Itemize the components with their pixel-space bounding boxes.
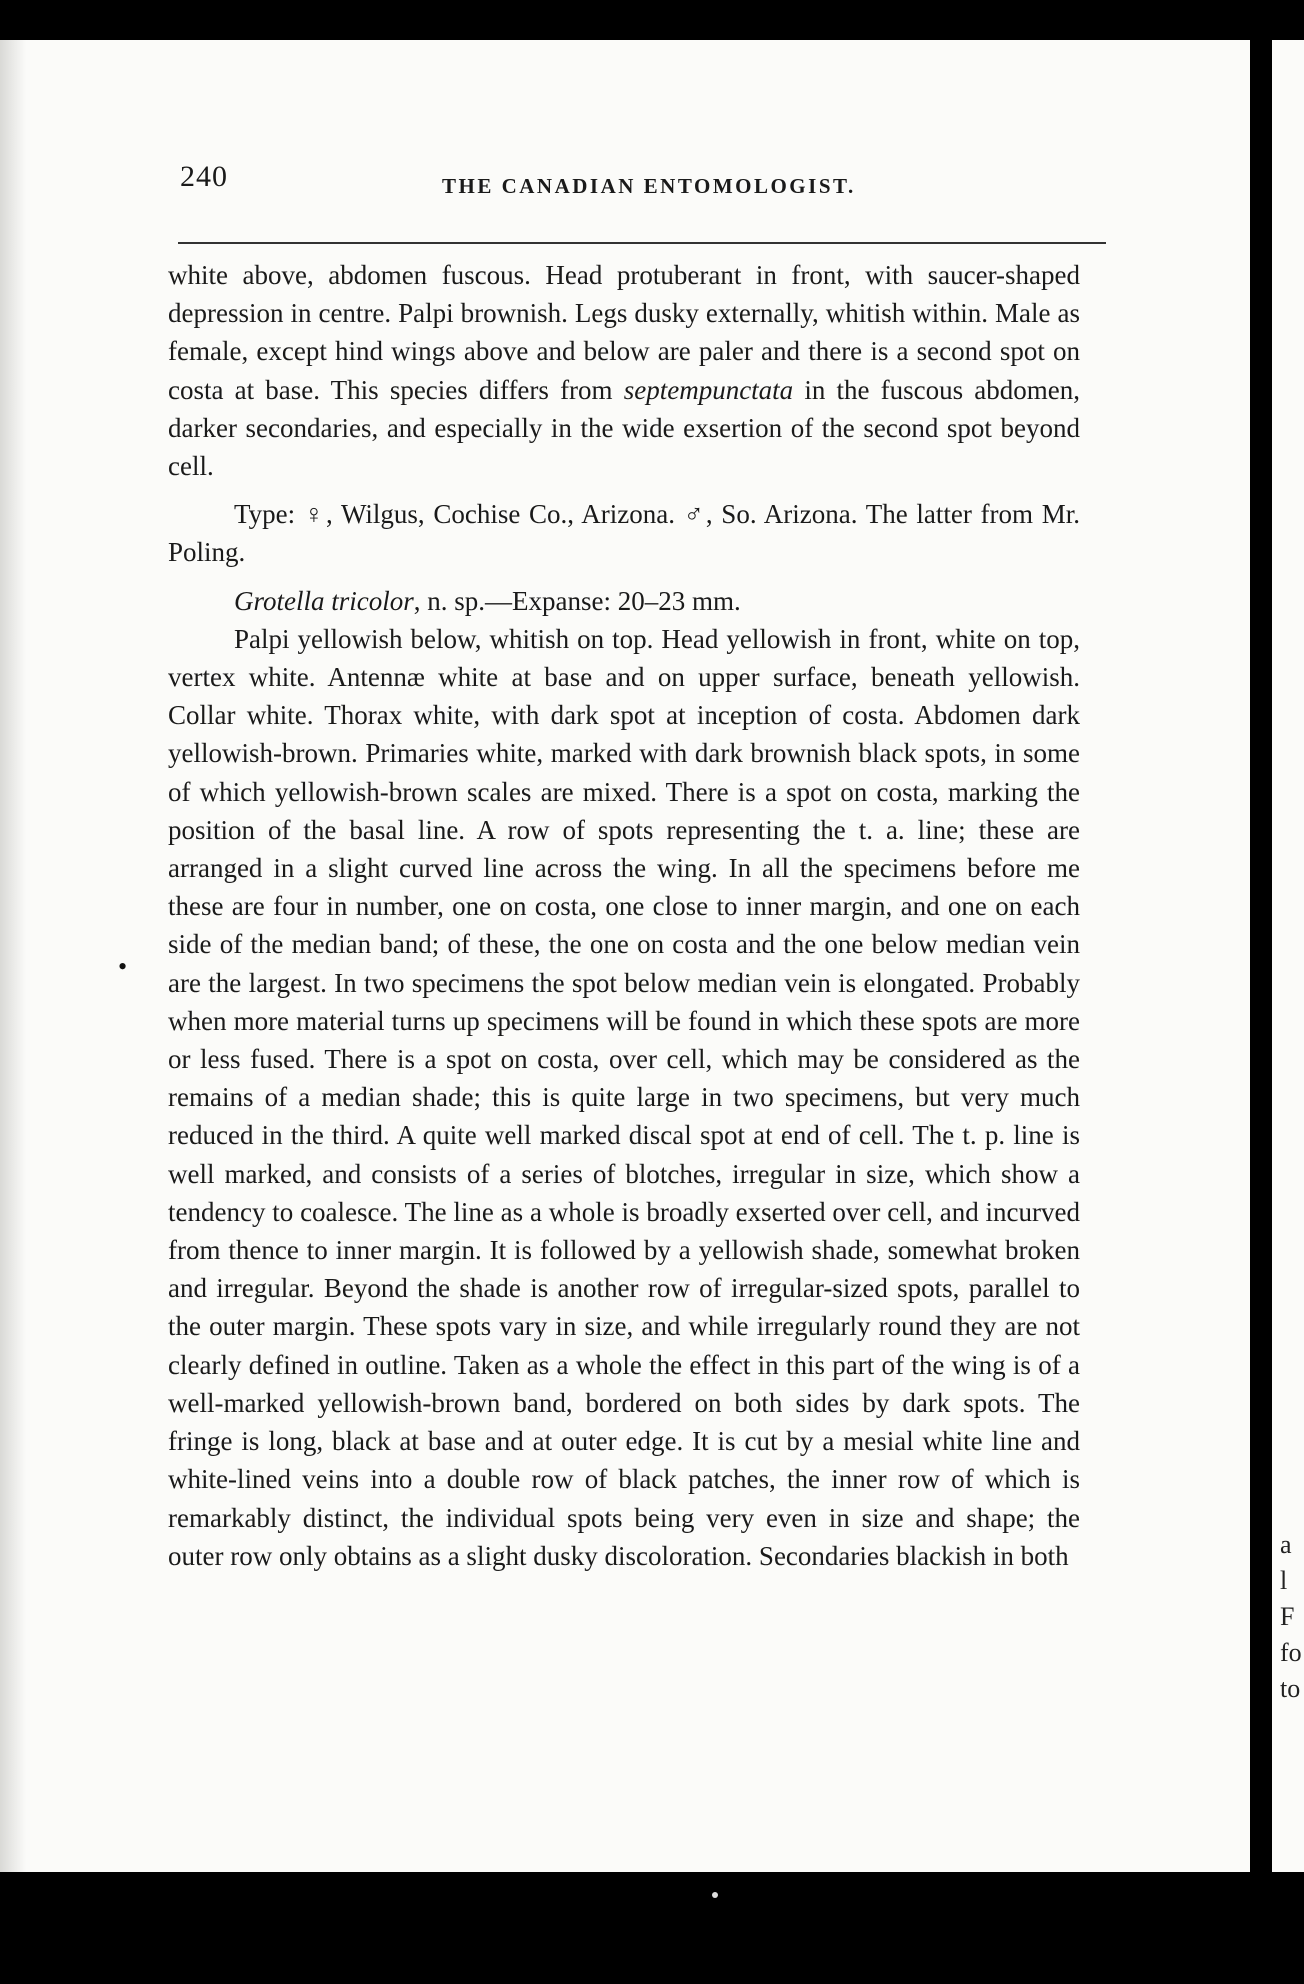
type-paragraph: Type: ♀, Wilgus, Cochise Co., Arizona. ♂, So. Arizona. The latter from Mr. Poling. xyxy=(168,499,1080,568)
top-black-border xyxy=(0,0,1304,40)
adjacent-page-edge xyxy=(1250,40,1304,1872)
page-header xyxy=(180,160,1110,200)
adjacent-page-fragment: a xyxy=(1280,1530,1292,1559)
species-heading-details: , n. sp.—Expanse: 20–23 mm. xyxy=(413,585,741,616)
header-rule xyxy=(178,242,1106,244)
adjacent-page-fragment: fo xyxy=(1280,1638,1302,1667)
adjacent-page-fragment: F xyxy=(1280,1602,1295,1631)
bottom-black-border xyxy=(0,1872,1304,1984)
page-binding-shadow xyxy=(1250,40,1272,1872)
margin-bullet: • xyxy=(118,952,128,981)
species-name: Grotella tricolor xyxy=(234,585,414,616)
species-heading xyxy=(168,582,1080,620)
scan-artifact xyxy=(712,1892,718,1898)
description-paragraph: Palpi yellowish below, whitish on top. Head yellowish in front, white on top, vertex white. Antennæ white at base and on upper surface, beneath yellowish. Collar white. Thorax white, with dark spot at inception of costa. Abdomen dark yellowish-brown. Primaries white, marked with dark brownish black spots, in some of which yellowish-brown scales are mixed. There is a spot on costa, marking the position of the basal line. A row of spots representing the t. a. line; these are arranged in a slight curved line across the wing. In all the specimens before me these are four in number, one on costa, one close to inner margin, and one on each side of the median band; of these, the one on costa and the one below median vein are the largest. In two specimens the spot below median vein is elongated. Probably when more material turns up specimens will be found in which these spots are more or less fused. There is a spot on costa, over cell, which may be considered as the remains of a median shade; this is quite large in two specimens, but very much reduced in the third. A quite well marked discal spot at end of cell. The t. p. line is well marked, and consists of a series of blotches, irregular in size, which show a tendency to coalesce. The line as a whole is broadly exserted over cell, and incurved from thence to inner margin. It is followed by a yellowish shade, somewhat broken and irregular. Beyond the shade is another row of irregular-sized spots, parallel to the outer margin. These spots vary in size, and while irregularly round they are not clearly defined in outline. Taken as a whole the effect in this part of the wing is of a well-marked yellowish-brown band, bordered on both sides by dark spots. The fringe is long, black at base and at outer edge. It is cut by a mesial white line and white-lined veins into a double row of black patches, the inner row of which is remarkably distinct, the individual spots being very even in size and shape; the outer row only obtains as a slight dusky discoloration. Secondaries blackish in both xyxy=(168,623,1080,1571)
body-text xyxy=(168,256,1080,1575)
page-gutter-shadow xyxy=(0,40,26,1872)
page-number: 240 xyxy=(180,160,228,193)
intro-paragraph xyxy=(168,256,1080,485)
adjacent-page-fragment: l xyxy=(1280,1566,1288,1595)
intro-text: white above, abdomen fuscous. Head protuberant in front, with saucer-shaped depression in centre. Palpi brownish. Legs dusky externally, whitish within. Male as female, except hind wings above and below are paler and there is a second spot on costa at base. This species differs from xyxy=(168,260,1080,405)
species-reference: septempunctata xyxy=(623,374,794,405)
adjacent-page-fragment: to xyxy=(1280,1674,1301,1703)
intro-text-continued: in the fuscous abdomen, darker secondaries, and especially in the wide exsertion of the second spot beyond cell. xyxy=(168,374,1080,482)
running-title: THE CANADIAN ENTOMOLOGIST. xyxy=(442,174,856,198)
